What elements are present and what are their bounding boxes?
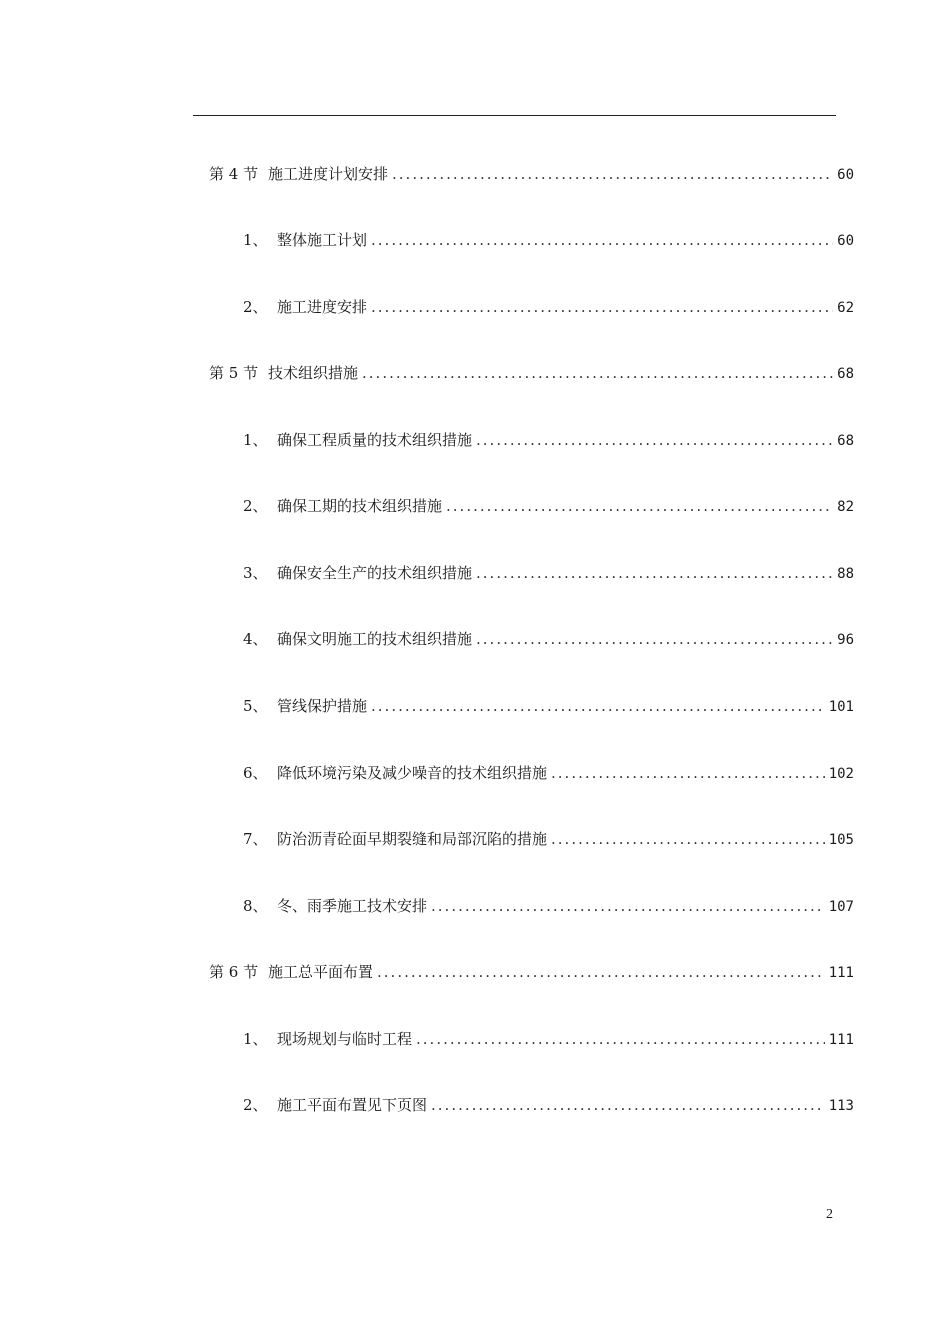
header-rule [193, 115, 836, 116]
toc-entry-title: 防治沥青砼面早期裂缝和局部沉陷的措施 [277, 830, 548, 848]
dot-leader [416, 1027, 825, 1051]
dot-leader [377, 960, 825, 984]
toc-entry-number: 3、 [243, 564, 268, 582]
toc-entry-5-8[interactable] [243, 894, 854, 918]
toc-entry-section-5[interactable] [209, 361, 854, 385]
toc-entry-title: 施工进度计划安排 [268, 165, 389, 183]
dot-leader [362, 361, 833, 385]
toc-entry-number: 1、 [243, 431, 268, 449]
toc-entry-page: 68 [837, 366, 854, 382]
toc-entry-title: 技术组织措施 [268, 364, 359, 382]
toc-entry-5-6[interactable] [243, 761, 854, 785]
toc-entry-title: 确保安全生产的技术组织措施 [277, 564, 473, 582]
toc-entry-page: 96 [837, 632, 854, 648]
toc-entry-number: 第 6 节 [209, 963, 259, 981]
toc-entry-page: 113 [828, 1098, 854, 1114]
toc-entry-5-7[interactable] [243, 827, 854, 851]
page-number: 2 [826, 1207, 833, 1222]
dot-leader [371, 228, 833, 252]
toc-entry-title: 确保文明施工的技术组织措施 [277, 630, 473, 648]
toc-entry-title: 现场规划与临时工程 [277, 1030, 413, 1048]
toc-entry-page: 82 [837, 499, 854, 515]
toc-entry-number: 2、 [243, 497, 268, 515]
toc-entry-page: 107 [828, 899, 854, 915]
toc-entry-section-6[interactable] [209, 960, 854, 984]
toc-entry-section-4[interactable] [209, 162, 854, 186]
toc-entry-page: 101 [828, 699, 854, 715]
toc-entry-6-1[interactable] [243, 1027, 854, 1051]
toc-entry-title: 整体施工计划 [277, 231, 368, 249]
toc-entry-page: 102 [828, 766, 854, 782]
toc-entry-title: 施工总平面布置 [268, 963, 374, 981]
dot-leader [551, 827, 825, 851]
toc-entry-page: 105 [828, 832, 854, 848]
toc-entry-6-2[interactable] [243, 1093, 854, 1117]
dot-leader [371, 295, 833, 319]
toc-entry-number: 第 4 节 [209, 165, 259, 183]
toc-entry-title: 施工平面布置见下页图 [277, 1096, 428, 1114]
toc-entry-page: 111 [828, 1032, 854, 1048]
toc-entry-page: 60 [837, 167, 854, 183]
toc-entry-title: 降低环境污染及减少噪音的技术组织措施 [277, 764, 548, 782]
toc-entry-title: 确保工程质量的技术组织措施 [277, 431, 473, 449]
dot-leader [446, 494, 833, 518]
toc-entry-number: 5、 [243, 697, 268, 715]
toc-entry-title: 确保工期的技术组织措施 [277, 497, 443, 515]
toc-entry-number: 1、 [243, 231, 268, 249]
toc-entry-page: 60 [837, 233, 854, 249]
toc-entry-number: 4、 [243, 630, 268, 648]
toc-entry-4-1[interactable] [243, 228, 854, 252]
dot-leader [431, 1093, 825, 1117]
toc-entry-5-2[interactable] [243, 494, 854, 518]
toc-entry-title: 施工进度安排 [277, 298, 368, 316]
toc-entry-number: 1、 [243, 1030, 268, 1048]
toc-entry-number: 6、 [243, 764, 268, 782]
dot-leader [476, 561, 833, 585]
toc-entry-4-2[interactable] [243, 295, 854, 319]
toc-entry-page: 88 [837, 566, 854, 582]
toc-entry-5-1[interactable] [243, 428, 854, 452]
toc-entry-page: 62 [837, 300, 854, 316]
dot-leader [371, 694, 825, 718]
dot-leader [551, 761, 825, 785]
toc-entry-number: 2、 [243, 1096, 268, 1114]
dot-leader [392, 162, 833, 186]
toc-entry-title: 冬、雨季施工技术安排 [277, 897, 428, 915]
toc-entry-5-3[interactable] [243, 561, 854, 585]
toc-entry-page: 111 [828, 965, 854, 981]
toc-entry-title: 管线保护措施 [277, 697, 368, 715]
toc-entry-5-5[interactable] [243, 694, 854, 718]
toc-entry-number: 第 5 节 [209, 364, 259, 382]
toc-entry-number: 8、 [243, 897, 268, 915]
dot-leader [431, 894, 825, 918]
toc-entry-page: 68 [837, 433, 854, 449]
toc-entry-number: 2、 [243, 298, 268, 316]
dot-leader [476, 428, 833, 452]
dot-leader [476, 627, 833, 651]
toc-entry-number: 7、 [243, 830, 268, 848]
toc-entry-5-4[interactable] [243, 627, 854, 651]
